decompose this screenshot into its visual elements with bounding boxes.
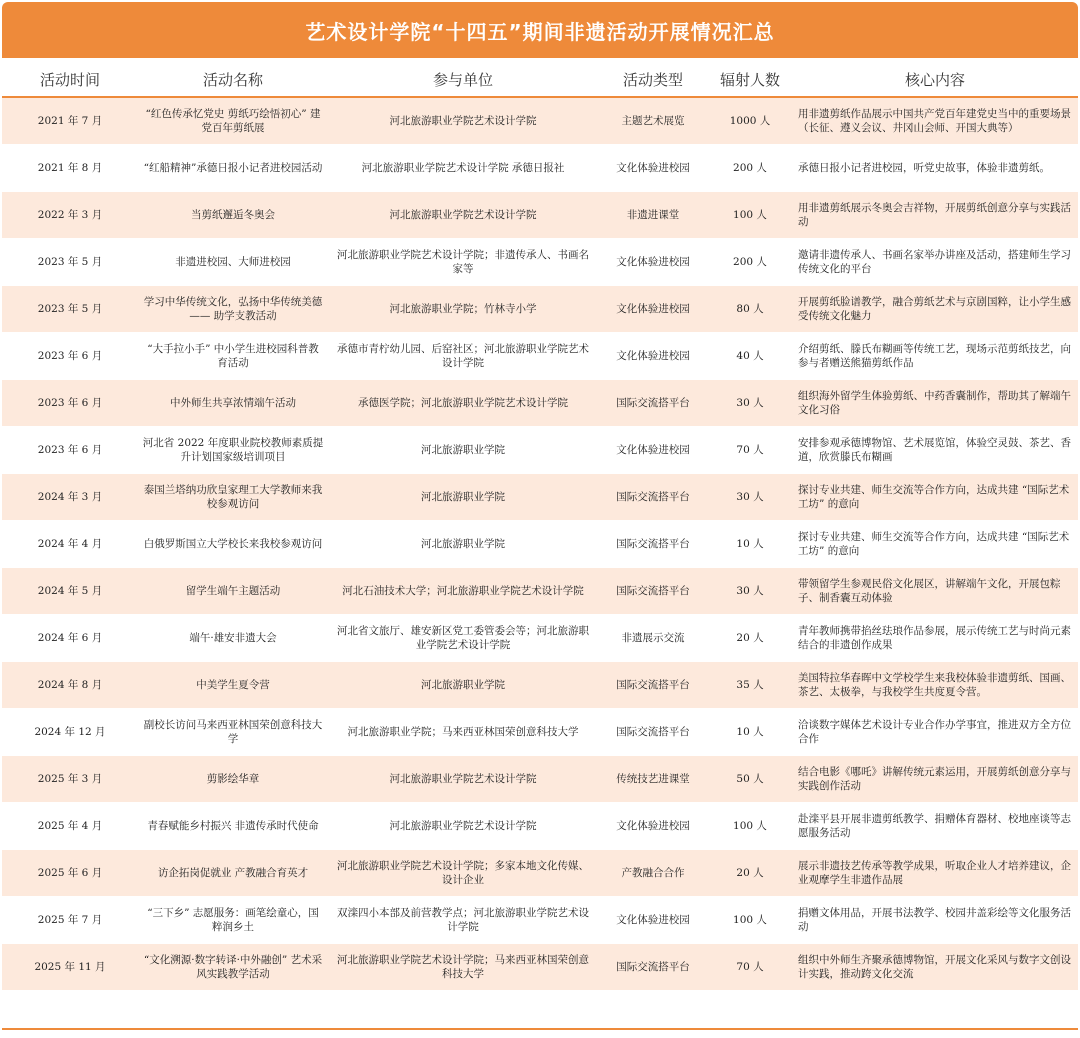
cell-name: 泰国兰塔纳功欣皇家理工大学教师来我校参观访问	[138, 473, 328, 520]
cell-count: 20 人	[708, 849, 792, 896]
table-row	[2, 708, 1078, 755]
cell-content: 结合电影《哪吒》讲解传统元素运用，开展剪纸创意分享与实践创作活动	[792, 755, 1078, 802]
cell-type: 传统技艺进课堂	[598, 755, 708, 802]
cell-unit: 河北旅游职业学院艺术设计学院；非遗传承人、书画名家等	[328, 238, 598, 285]
cell-count: 200 人	[708, 144, 792, 191]
cell-content: 承德日报小记者进校园，听党史故事，体验非遗剪纸。	[792, 144, 1078, 191]
cell-count: 20 人	[708, 614, 792, 661]
cell-unit: 河北旅游职业学院艺术设计学院；马来西亚林国荣创意科技大学	[328, 943, 598, 990]
cell-time: 2024 年 12 月	[2, 708, 138, 755]
cell-type: 文化体验进校园	[598, 238, 708, 285]
cell-type: 文化体验进校园	[598, 332, 708, 379]
cell-time: 2025 年 4 月	[2, 802, 138, 849]
header-time: 活动时间	[2, 62, 138, 97]
cell-count: 100 人	[708, 191, 792, 238]
cell-time: 2025 年 6 月	[2, 849, 138, 896]
cell-content: 组织海外留学生体验剪纸、中药香囊制作，帮助其了解端午文化习俗	[792, 379, 1078, 426]
cell-name: 当剪纸邂逅冬奥会	[138, 191, 328, 238]
cell-type: 文化体验进校园	[598, 802, 708, 849]
cell-time: 2024 年 3 月	[2, 473, 138, 520]
cell-time: 2023 年 6 月	[2, 379, 138, 426]
cell-name: 剪影绘华章	[138, 755, 328, 802]
cell-name: 留学生端午主题活动	[138, 567, 328, 614]
cell-name: 访企拓岗促就业 产教融合育英才	[138, 849, 328, 896]
cell-unit: 河北旅游职业学院；马来西亚林国荣创意科技大学	[328, 708, 598, 755]
cell-unit: 河北旅游职业学院艺术设计学院	[328, 802, 598, 849]
cell-count: 10 人	[708, 520, 792, 567]
cell-unit: 河北石油技术大学；河北旅游职业学院艺术设计学院	[328, 567, 598, 614]
table-row	[2, 614, 1078, 661]
cell-unit: 河北旅游职业学院；竹林寺小学	[328, 285, 598, 332]
table-row	[2, 97, 1078, 144]
cell-name: 中美学生夏令营	[138, 661, 328, 708]
cell-time: 2025 年 7 月	[2, 896, 138, 943]
table-row	[2, 755, 1078, 802]
cell-time: 2023 年 6 月	[2, 426, 138, 473]
cell-time: 2023 年 6 月	[2, 332, 138, 379]
cell-name: 中外师生共享浓情端午活动	[138, 379, 328, 426]
cell-count: 1000 人	[708, 97, 792, 144]
cell-type: 文化体验进校园	[598, 896, 708, 943]
cell-unit: 河北旅游职业学院艺术设计学院 承德日报社	[328, 144, 598, 191]
cell-time: 2024 年 8 月	[2, 661, 138, 708]
table-row	[2, 943, 1078, 990]
cell-unit: 承德市青柠幼儿园、后窑社区；河北旅游职业学院艺术设计学院	[328, 332, 598, 379]
cell-count: 70 人	[708, 426, 792, 473]
cell-name: 学习中华传统文化，弘扬中华传统美德—— 助学支教活动	[138, 285, 328, 332]
cell-name: “红船精神”承德日报小记者进校园活动	[138, 144, 328, 191]
table-row	[2, 473, 1078, 520]
table-row	[2, 191, 1078, 238]
cell-content: 用非遗剪纸展示冬奥会吉祥物，开展剪纸创意分享与实践活动	[792, 191, 1078, 238]
cell-content: 美国特拉华春晖中文学校学生来我校体验非遗剪纸、国画、茶艺、太极拳，与我校学生共度夏令营。	[792, 661, 1078, 708]
cell-unit: 河北旅游职业学院	[328, 426, 598, 473]
cell-content: 展示非遗技艺传承等教学成果，听取企业人才培养建议，企业观摩学生非遗作品展	[792, 849, 1078, 896]
cell-count: 100 人	[708, 896, 792, 943]
cell-name: 河北省 2022 年度职业院校教师素质提升计划国家级培训项目	[138, 426, 328, 473]
table-row	[2, 238, 1078, 285]
cell-unit: 河北旅游职业学院艺术设计学院	[328, 191, 598, 238]
cell-count: 30 人	[708, 379, 792, 426]
cell-unit: 承德医学院；河北旅游职业学院艺术设计学院	[328, 379, 598, 426]
cell-type: 国际交流搭平台	[598, 520, 708, 567]
cell-name: “文化溯源·数字转译·中外融创” 艺术采风实践教学活动	[138, 943, 328, 990]
header-count: 辐射人数	[708, 62, 792, 97]
cell-content: 邀请非遗传承人、书画名家举办讲座及活动，搭建师生学习传统文化的平台	[792, 238, 1078, 285]
cell-name: 白俄罗斯国立大学校长来我校参观访问	[138, 520, 328, 567]
cell-name: “三下乡” 志愿服务：画笔绘童心，国粹润乡土	[138, 896, 328, 943]
cell-content: 介绍剪纸、滕氏布糊画等传统工艺，现场示范剪纸技艺，向参与者赠送熊猫剪纸作品	[792, 332, 1078, 379]
table-row	[2, 802, 1078, 849]
cell-type: 主题艺术展览	[598, 97, 708, 144]
cell-type: 非遗展示交流	[598, 614, 708, 661]
cell-type: 国际交流搭平台	[598, 379, 708, 426]
cell-unit: 河北旅游职业学院	[328, 520, 598, 567]
cell-content: 青年教师携带掐丝珐琅作品参展，展示传统工艺与时尚元素结合的非遗创作成果	[792, 614, 1078, 661]
cell-type: 产教融合合作	[598, 849, 708, 896]
cell-content: 洽谈数字媒体艺术设计专业合作办学事宜，推进双方全方位合作	[792, 708, 1078, 755]
cell-unit: 河北省文旅厅、雄安新区党工委管委会等；河北旅游职业学院艺术设计学院	[328, 614, 598, 661]
cell-content: 开展剪纸脸谱教学，融合剪纸艺术与京剧国粹，让小学生感受传统文化魅力	[792, 285, 1078, 332]
cell-content: 组织中外师生齐聚承德博物馆，开展文化采风与数字文创设计实践，推动跨文化交流	[792, 943, 1078, 990]
cell-type: 国际交流搭平台	[598, 708, 708, 755]
cell-content: 探讨专业共建、师生交流等合作方向，达成共建 “国际艺术工坊” 的意向	[792, 473, 1078, 520]
header-unit: 参与单位	[328, 62, 598, 97]
cell-time: 2021 年 8 月	[2, 144, 138, 191]
table-row	[2, 144, 1078, 191]
table-row	[2, 332, 1078, 379]
table-row	[2, 849, 1078, 896]
cell-time: 2024 年 6 月	[2, 614, 138, 661]
cell-name: 副校长访问马来西亚林国荣创意科技大学	[138, 708, 328, 755]
cell-count: 100 人	[708, 802, 792, 849]
cell-unit: 河北旅游职业学院艺术设计学院	[328, 755, 598, 802]
cell-time: 2024 年 4 月	[2, 520, 138, 567]
header-type: 活动类型	[598, 62, 708, 97]
header-name: 活动名称	[138, 62, 328, 97]
cell-count: 40 人	[708, 332, 792, 379]
cell-count: 70 人	[708, 943, 792, 990]
cell-count: 30 人	[708, 567, 792, 614]
cell-time: 2025 年 11 月	[2, 943, 138, 990]
cell-count: 10 人	[708, 708, 792, 755]
cell-count: 50 人	[708, 755, 792, 802]
cell-type: 国际交流搭平台	[598, 943, 708, 990]
cell-name: “大手拉小手” 中小学生进校园科普教育活动	[138, 332, 328, 379]
cell-name: 非遗进校园、大师进校园	[138, 238, 328, 285]
cell-content: 安排参观承德博物馆、艺术展览馆，体验空灵鼓、茶艺、香道，欣赏滕氏布糊画	[792, 426, 1078, 473]
cell-name: “红色传承忆党史 剪纸巧绘悟初心” 建党百年剪纸展	[138, 97, 328, 144]
cell-count: 35 人	[708, 661, 792, 708]
cell-count: 30 人	[708, 473, 792, 520]
cell-unit: 河北旅游职业学院艺术设计学院	[328, 97, 598, 144]
table-row	[2, 285, 1078, 332]
cell-time: 2025 年 3 月	[2, 755, 138, 802]
title-bar	[2, 2, 1078, 58]
table-row	[2, 426, 1078, 473]
table-row	[2, 896, 1078, 943]
cell-unit: 河北旅游职业学院	[328, 661, 598, 708]
cell-type: 文化体验进校园	[598, 426, 708, 473]
table-header-row	[2, 62, 1078, 97]
table-row	[2, 661, 1078, 708]
cell-content: 用非遗剪纸作品展示中国共产党百年建党史当中的重要场景（长征、遵义会议、井冈山会师、开国大典等）	[792, 97, 1078, 144]
page-title: 艺术设计学院“十四五”期间非遗活动开展情况汇总	[305, 19, 775, 44]
table-row	[2, 379, 1078, 426]
cell-type: 非遗进课堂	[598, 191, 708, 238]
cell-type: 文化体验进校园	[598, 285, 708, 332]
cell-unit: 河北旅游职业学院艺术设计学院；多家本地文化传媒、设计企业	[328, 849, 598, 896]
activity-table	[2, 62, 1078, 991]
cell-content: 赴滦平县开展非遗剪纸教学、捐赠体育器材、校地座谈等志愿服务活动	[792, 802, 1078, 849]
header-content: 核心内容	[792, 62, 1078, 97]
cell-type: 国际交流搭平台	[598, 661, 708, 708]
cell-time: 2023 年 5 月	[2, 285, 138, 332]
cell-time: 2021 年 7 月	[2, 97, 138, 144]
cell-unit: 双滦四小本部及前营教学点；河北旅游职业学院艺术设计学院	[328, 896, 598, 943]
cell-count: 80 人	[708, 285, 792, 332]
cell-type: 国际交流搭平台	[598, 473, 708, 520]
table-row	[2, 520, 1078, 567]
cell-time: 2023 年 5 月	[2, 238, 138, 285]
cell-time: 2022 年 3 月	[2, 191, 138, 238]
cell-time: 2024 年 5 月	[2, 567, 138, 614]
cell-content: 探讨专业共建、师生交流等合作方向，达成共建 “国际艺术工坊” 的意向	[792, 520, 1078, 567]
table-row	[2, 567, 1078, 614]
cell-type: 国际交流搭平台	[598, 567, 708, 614]
cell-name: 端午·雄安非遗大会	[138, 614, 328, 661]
cell-unit: 河北旅游职业学院	[328, 473, 598, 520]
cell-name: 青春赋能乡村振兴 非遗传承时代使命	[138, 802, 328, 849]
cell-content: 捐赠文体用品，开展书法教学、校园井盖彩绘等文化服务活动	[792, 896, 1078, 943]
cell-content: 带领留学生参观民俗文化展区，讲解端午文化，开展包粽子、制香囊互动体验	[792, 567, 1078, 614]
cell-count: 200 人	[708, 238, 792, 285]
cell-type: 文化体验进校园	[598, 144, 708, 191]
footer-divider	[2, 1028, 1078, 1030]
